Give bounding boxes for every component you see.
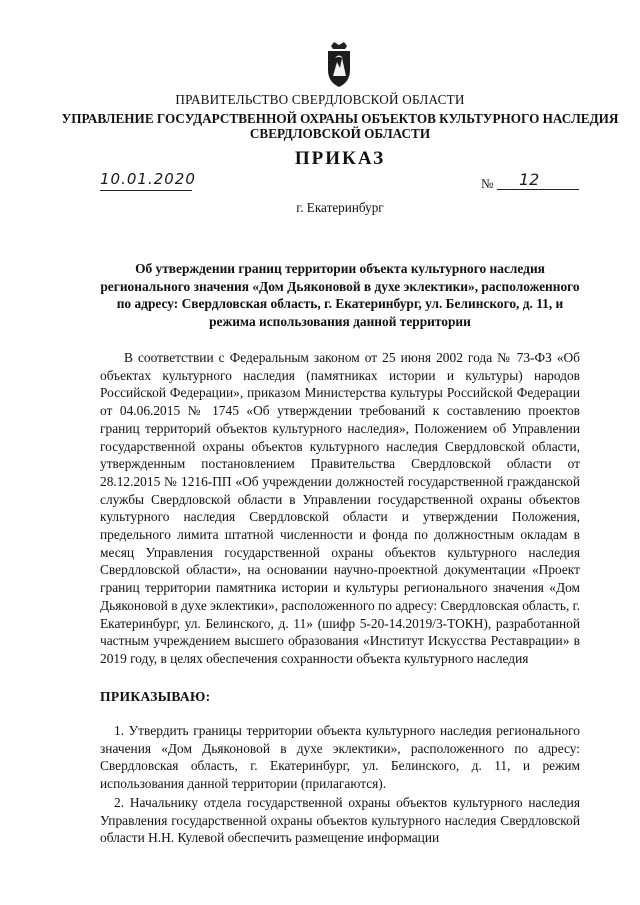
order-subject: Об утверждении границ территории объекта культурного наследия регионального значения «Дом Дьяконовой в духе эклектики», расположенного по адресу: Свердловская область, г. Екатеринбург, ул. Белинского, д. 11, и режима использования данной территории <box>100 261 580 329</box>
preamble-paragraph: В соответствии с Федеральным законом от 25 июня 2002 года № 73-ФЗ «Об объектах культурного наследия (памятниках истории и культуры) народов Российской Федерации», приказом Министерства культуры Российской Федерации от 04.06.2015 № 1745 «Об утверждении требований к составлению проектов границ территорий объектов культурного наследия», Положением об Управлении государственной охраны объектов культурного наследия Свердловской области, утвержденным постановлением Правительства Свердловской области от 28.12.2015 № 1216-ПП «Об учреждении должностей государственной гражданской службы Свердловской области в Управлении государственной охраны объектов культурного наследия Свердловской области и утверждении Положения, предельного лимита штатной численности и фонда по должностным окладам в месяц Управления государственной охраны объектов культурного наследия Свердловской области», на основании научно-проектной документации «Проект границ территории памятника истории и культуры регионального значения «Дом Дьяконовой в духе эклектики», расположенного по адресу: Свердловская область, г. Екатеринбург, ул. Белинского, д. 11» (шифр 5-20-14.2019/3-ТОКН), разработанной частным учреждением высшего образования «Институт Искусства Реставрации» в 2019 году, в целях обеспечения сохранности объекта культурного наследия <box>100 350 580 666</box>
number-sign: № <box>481 176 494 191</box>
government-name: ПРАВИТЕЛЬСТВО СВЕРДЛОВСКОЙ ОБЛАСТИ <box>175 92 465 107</box>
city: г. Екатеринбург <box>296 200 384 215</box>
department-name: УПРАВЛЕНИЕ ГОСУДАРСТВЕННОЙ ОХРАНЫ ОБЪЕКТОВ КУЛЬТУРНОГО НАСЛЕДИЯ СВЕРДЛОВСКОЙ ОБЛАСТИ <box>61 111 619 141</box>
order-number: 12 <box>497 170 579 190</box>
order-item-2: 2. Начальнику отдела государственной охраны объектов культурного наследия Управления государственной охраны объектов культурного наследия Свердловской области Н.Н. Кулевой обеспечить размещение информации <box>100 795 580 846</box>
document-type: ПРИКАЗ <box>294 148 386 169</box>
decree-heading: ПРИКАЗЫВАЮ: <box>100 689 211 704</box>
order-item-1: 1. Утвердить границы территории объекта культурного наследия регионального значения «Дом Дьяконовой в духе эклектики», расположенного по адресу: Свердловская область, г. Екатеринбург, ул. Белинского, д. 11, и режим использования данной территории (прилагаются). <box>100 723 580 792</box>
coat-of-arms-icon <box>319 40 359 90</box>
order-date: 10.01.2020 <box>100 170 192 191</box>
